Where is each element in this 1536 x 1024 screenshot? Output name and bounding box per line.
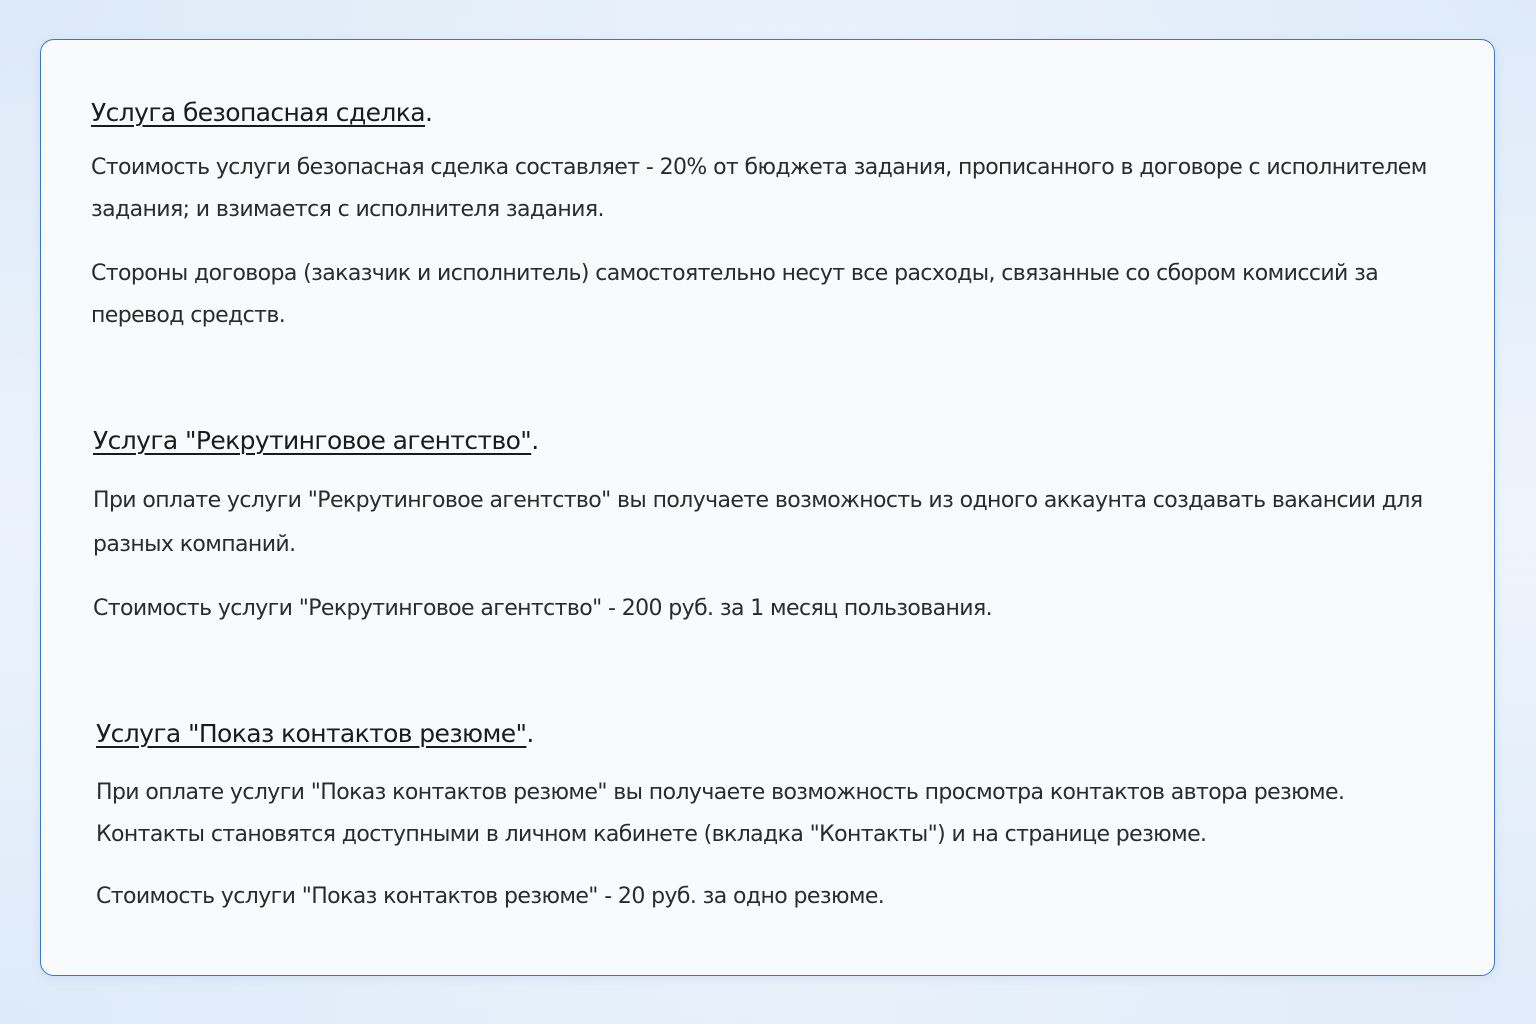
section-title [93,426,1454,455]
resume-contacts-link[interactable]: Услуга "Показ контактов резюме" [96,719,527,748]
recruiting-agency-link[interactable]: Услуга "Рекрутинговое агентство" [93,426,532,455]
safe-deal-cost-text: Стоимость услуги безопасная сделка составляет - 20% от бюджета задания, прописанного в договоре с исполнителем задания; и взимается с исполнителя задания. [91,155,1427,222]
safe-deal-link[interactable]: Услуга безопасная сделка [91,98,426,127]
services-card [40,39,1495,976]
title-period: . [531,426,539,455]
recruiting-agency-cost-text: Стоимость услуги "Рекрутинговое агентство" - 200 руб. за 1 месяц пользования. [93,596,993,621]
safe-deal-expenses-text: Стороны договора (заказчик и исполнитель) самостоятельно несут все расходы, связанные со сбором комиссий за перевод средств. [91,261,1379,328]
resume-contacts-description: При оплате услуги "Показ контактов резюме" вы получаете возможность просмотра контактов автора резюме. Контакты становятся доступными в личном кабинете (вкладка "Контакты") и на странице резюме. [96,780,1345,847]
title-period: . [425,98,433,127]
section-title [91,98,1454,127]
section-resume-contacts [96,719,1454,938]
section-recruiting-agency [93,426,1454,651]
title-period: . [526,719,534,748]
section-title [96,719,1454,748]
section-safe-deal [91,98,1454,359]
resume-contacts-cost-text: Стоимость услуги "Показ контактов резюме" - 20 руб. за одно резюме. [96,884,885,909]
recruiting-agency-description: При оплате услуги "Рекрутинговое агентство" вы получаете возможность из одного аккаунта создавать вакансии для разных компаний. [93,488,1423,557]
